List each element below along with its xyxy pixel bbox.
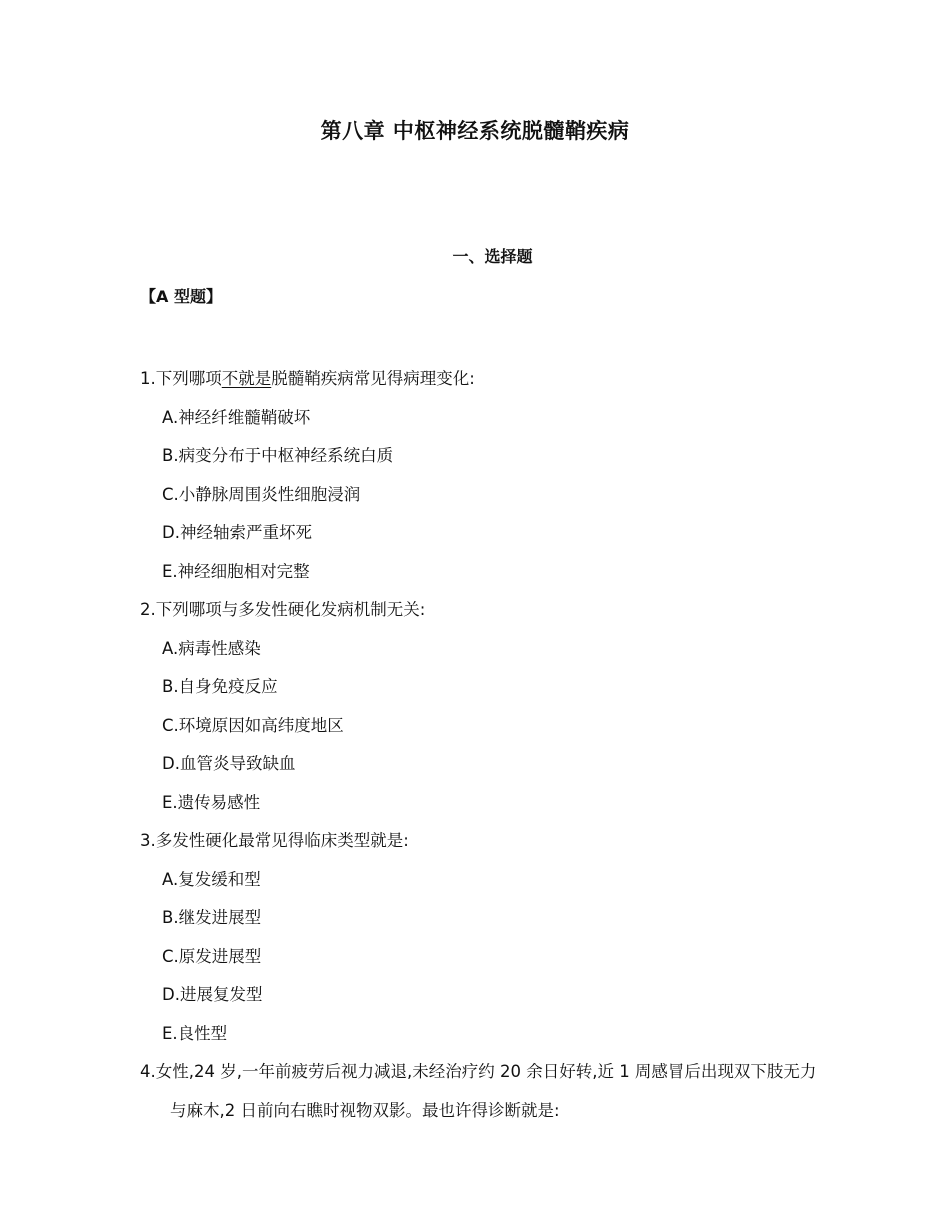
question-3 <box>140 822 820 1053</box>
answer-option: C.小静脉周围炎性细胞浸润 <box>162 484 361 504</box>
answer-option: A.病毒性感染 <box>162 638 261 658</box>
answer-option: A.复发缓和型 <box>162 869 261 889</box>
answer-option: E.神经细胞相对完整 <box>162 561 310 581</box>
answer-option: D.进展复发型 <box>162 985 263 1004</box>
question-stem-underlined: 不就是 <box>221 369 272 388</box>
question-stem: 3.多发性硬化最常见得临床类型就是: <box>140 831 409 850</box>
question-stem: 2.下列哪项与多发性硬化发病机制无关: <box>140 600 426 619</box>
question-stem-text: 脱髓鞘疾病常见得病理变化: <box>271 369 475 388</box>
answer-option: D.血管炎导致缺血 <box>162 754 296 773</box>
answer-option: B.继发进展型 <box>162 908 262 927</box>
question-stem: 4.女性,24 岁,一年前疲劳后视力减退,未经治疗约 20 余日好转,近 1 周感冒后出现双下肢无力与麻木,2 日前向右瞧时视物双影。最也许得诊断就是: <box>140 1062 817 1120</box>
answer-option: C.环境原因如高纬度地区 <box>162 715 344 735</box>
chapter-title: 第八章 中枢神经系统脱髓鞘疾病 <box>320 119 630 143</box>
question-type-label: 【A 型题】 <box>140 287 222 306</box>
answer-option: B.病变分布于中枢神经系统白质 <box>162 446 394 465</box>
answer-option: B.自身免疫反应 <box>162 677 278 696</box>
section-title: 一、选择题 <box>452 247 533 266</box>
question-stem <box>140 360 820 399</box>
answer-option: E.遗传易感性 <box>162 792 261 812</box>
answer-option: D.神经轴索严重坏死 <box>162 523 312 542</box>
question-list <box>140 360 820 1130</box>
question-2 <box>140 591 820 822</box>
question-stem-text: 1.下列哪项 <box>140 369 222 388</box>
question-4 <box>140 1053 820 1130</box>
question-1 <box>140 360 820 591</box>
answer-option: A.神经纤维髓鞘破坏 <box>162 407 311 427</box>
answer-option: C.原发进展型 <box>162 946 262 966</box>
answer-option: E.良性型 <box>162 1023 228 1043</box>
